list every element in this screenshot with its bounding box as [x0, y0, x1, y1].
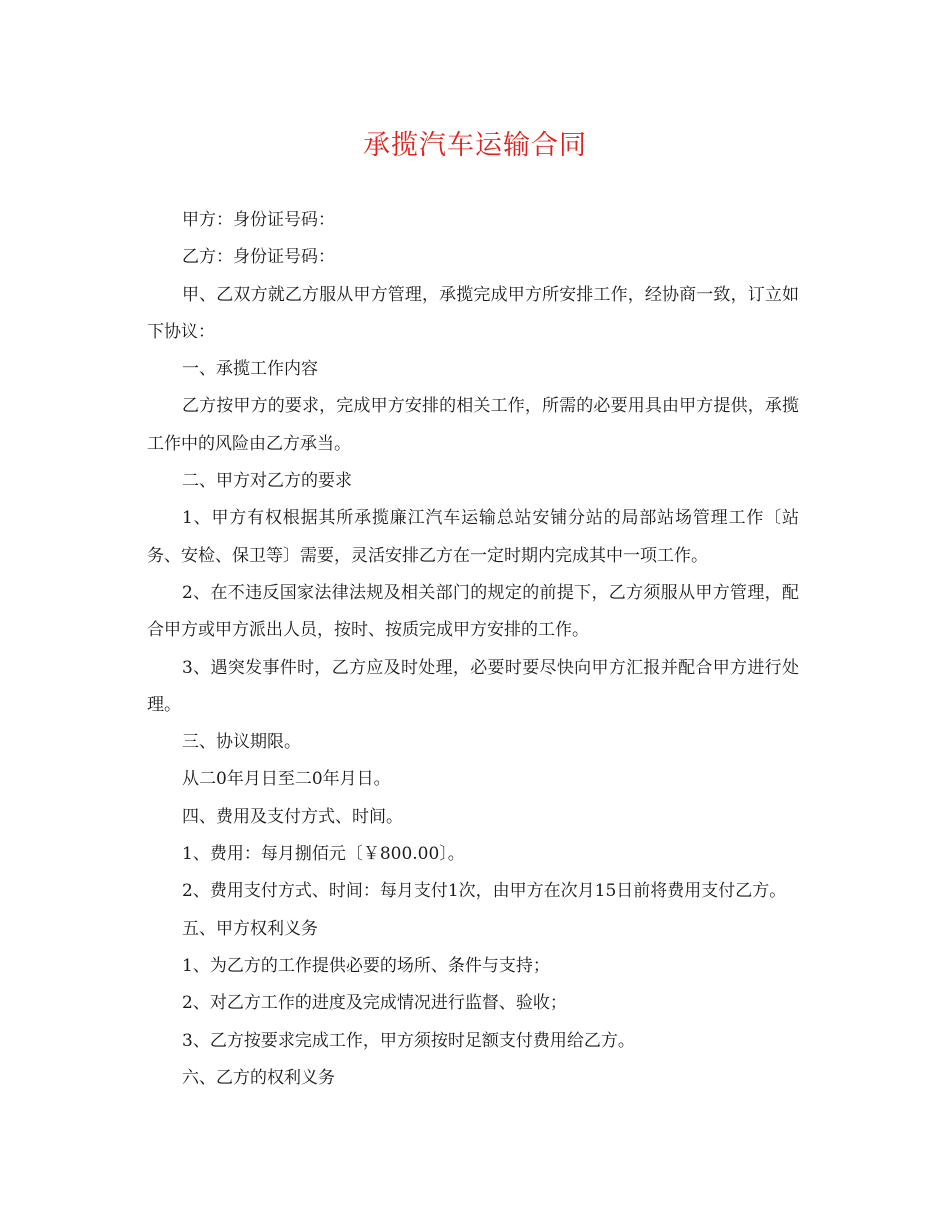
- section-2-item-2: 2、在不违反国家法律法规及相关部门的规定的前提下，乙方须服从甲方管理，配合甲方或甲方派出人员，按时、按质完成甲方安排的工作。: [147, 582, 799, 641]
- section-3-paragraph: 从二0年月日至二0年月日。: [182, 769, 391, 790]
- party-b-line: 乙方：身份证号码：: [182, 247, 335, 268]
- section-heading-5: 五、甲方权利义务: [182, 918, 318, 939]
- section-2-item-1: 1、甲方有权根据其所承揽廉江汽车运输总站安铺分站的局部站场管理工作〔站务、安检、保卫等〕需要，灵活安排乙方在一定时期内完成其中一项工作。: [147, 508, 799, 566]
- section-5-item-1: 1、为乙方的工作提供必要的场所、条件与支持；: [182, 955, 550, 976]
- section-4-item-2: 2、费用支付方式、时间：每月支付1次，由甲方在次月15日前将费用支付乙方。: [182, 881, 787, 902]
- section-heading-2: 二、甲方对乙方的要求: [182, 471, 352, 492]
- section-5-item-3: 3、乙方按要求完成工作，甲方须按时足额支付费用给乙方。: [182, 1030, 635, 1051]
- section-heading-4: 四、费用及支付方式、时间。: [182, 806, 403, 827]
- section-heading-3: 三、协议期限。: [182, 732, 301, 753]
- section-5-item-2: 2、对乙方工作的进度及完成情况进行监督、验收；: [182, 993, 567, 1014]
- section-4-item-1: 1、费用：每月捌佰元〔￥800.00〕。: [182, 844, 465, 865]
- section-heading-6: 六、乙方的权利义务: [182, 1067, 335, 1088]
- document-body: [147, 202, 799, 1097]
- section-1-paragraph: 乙方按甲方的要求，完成甲方安排的相关工作，所需的必要用具由甲方提供，承揽工作中的风险由乙方承当。: [147, 396, 799, 454]
- preamble-paragraph: 甲、乙双方就乙方服从甲方管理，承揽完成甲方所安排工作，经协商一致，订立如下协议：: [147, 284, 799, 342]
- section-heading-1: 一、承揽工作内容: [182, 359, 318, 380]
- section-2-item-3: 3、遇突发事件时，乙方应及时处理，必要时要尽快向甲方汇报并配合甲方进行处理。: [147, 657, 799, 715]
- party-a-line: 甲方：身份证号码：: [182, 210, 335, 230]
- document-title: 承揽汽车运输合同: [363, 130, 587, 161]
